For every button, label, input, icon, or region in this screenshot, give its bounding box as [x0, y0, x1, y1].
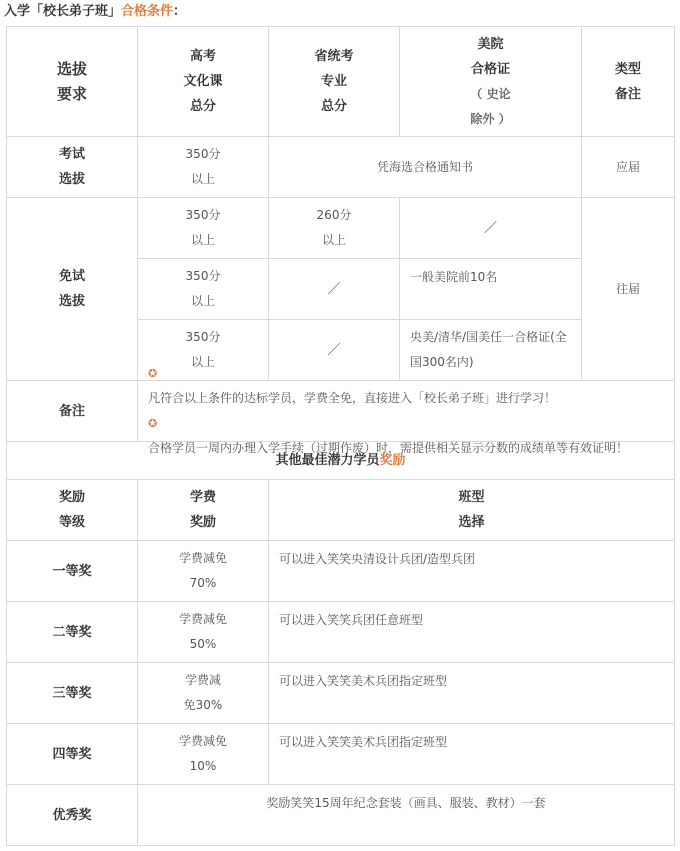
exam-selection-label: 考试 选拔 — [6, 136, 138, 198]
remarks-label: 备注 — [6, 380, 138, 442]
reward-level-1: 一等奖 — [6, 540, 138, 602]
exam-gaokao-score: 350分 以上 — [137, 136, 269, 198]
reward-class-1: 可以进入笑笑央清设计兵团/造型兵团 — [268, 540, 675, 602]
exempt-row-3-gaokao: 350分 以上 — [137, 319, 269, 381]
exempt-row-1-certificate — [399, 197, 582, 259]
remark-line-1: ✪ 凡符合以上条件的达标学员，学费全免，直接进入「校长弟子班」进行学习！ — [148, 361, 628, 411]
header-type-remark: 类型 备注 — [581, 26, 675, 137]
reward-level-3: 三等奖 — [6, 662, 138, 724]
exempt-row-1-provincial: 260分 以上 — [268, 197, 400, 259]
remark-line-2: ✪ 合格学员一周内办理入学手续（过期作废）时，需提供相关显示分数的成绩单等有效证明！ — [148, 411, 628, 461]
exempt-row-2-provincial — [268, 258, 400, 320]
exempt-selection-label: 免试 选拔 — [6, 197, 138, 381]
reward-fee-2: 学费减免 50% — [137, 601, 269, 663]
slash-mark: ／ — [327, 342, 341, 358]
header-gaokao-score: 高考 文化课 总分 — [137, 26, 269, 137]
slash-mark: ／ — [483, 220, 497, 236]
rewards-section-title: 其他最佳潜力学员 奖励 — [6, 441, 675, 480]
header-provincial-score: 省统考 专业 总分 — [268, 26, 400, 137]
rewards-header-class: 班型 选择 — [268, 479, 675, 541]
page-heading — [0, 0, 680, 24]
remarks-content — [137, 367, 675, 455]
exempt-row-2-gaokao: 350分 以上 — [137, 258, 269, 320]
exempt-row-3-certificate: 央美/清华/国美任一合格证(全国300名内) — [399, 319, 582, 381]
exempt-row-2-certificate: 一般美院前10名 — [399, 258, 582, 320]
reward-class-2: 可以进入笑笑兵团任意班型 — [268, 601, 675, 663]
heading-accent: 合格条件 — [121, 4, 174, 19]
star-badge-icon: ✪ — [148, 367, 158, 380]
header-academy-certificate: 美院 合格证 （ 史论 除外 ） — [399, 26, 582, 137]
star-badge-icon: ✪ — [148, 417, 158, 430]
exam-requirement: 凭海选合格通知书 — [268, 136, 582, 198]
heading-suffix: ： — [173, 4, 187, 19]
rewards-header-level: 奖励 等级 — [6, 479, 138, 541]
reward-prize-excellent: 奖励笑笑15周年纪念套装（画具、服装、教材）一套 — [137, 784, 675, 846]
heading-prefix: 入学「校长弟子班」 — [4, 4, 122, 19]
reward-class-3: 可以进入笑笑美术兵团指定班型 — [268, 662, 675, 724]
header-selection-requirement: 选拔 要求 — [6, 26, 138, 137]
exam-type: 应届 — [581, 136, 675, 198]
rewards-header-fee: 学费 奖励 — [137, 479, 269, 541]
admission-table — [0, 24, 680, 851]
reward-level-4: 四等奖 — [6, 723, 138, 785]
reward-fee-1: 学费减免 70% — [137, 540, 269, 602]
reward-class-4: 可以进入笑笑美术兵团指定班型 — [268, 723, 675, 785]
exempt-row-1-gaokao: 350分 以上 — [137, 197, 269, 259]
reward-level-excellent: 优秀奖 — [6, 784, 138, 846]
slash-mark: ／ — [327, 281, 341, 297]
reward-fee-3: 学费减 免30% — [137, 662, 269, 724]
exempt-type: 往届 — [581, 197, 675, 381]
reward-fee-4: 学费减免 10% — [137, 723, 269, 785]
reward-level-2: 二等奖 — [6, 601, 138, 663]
